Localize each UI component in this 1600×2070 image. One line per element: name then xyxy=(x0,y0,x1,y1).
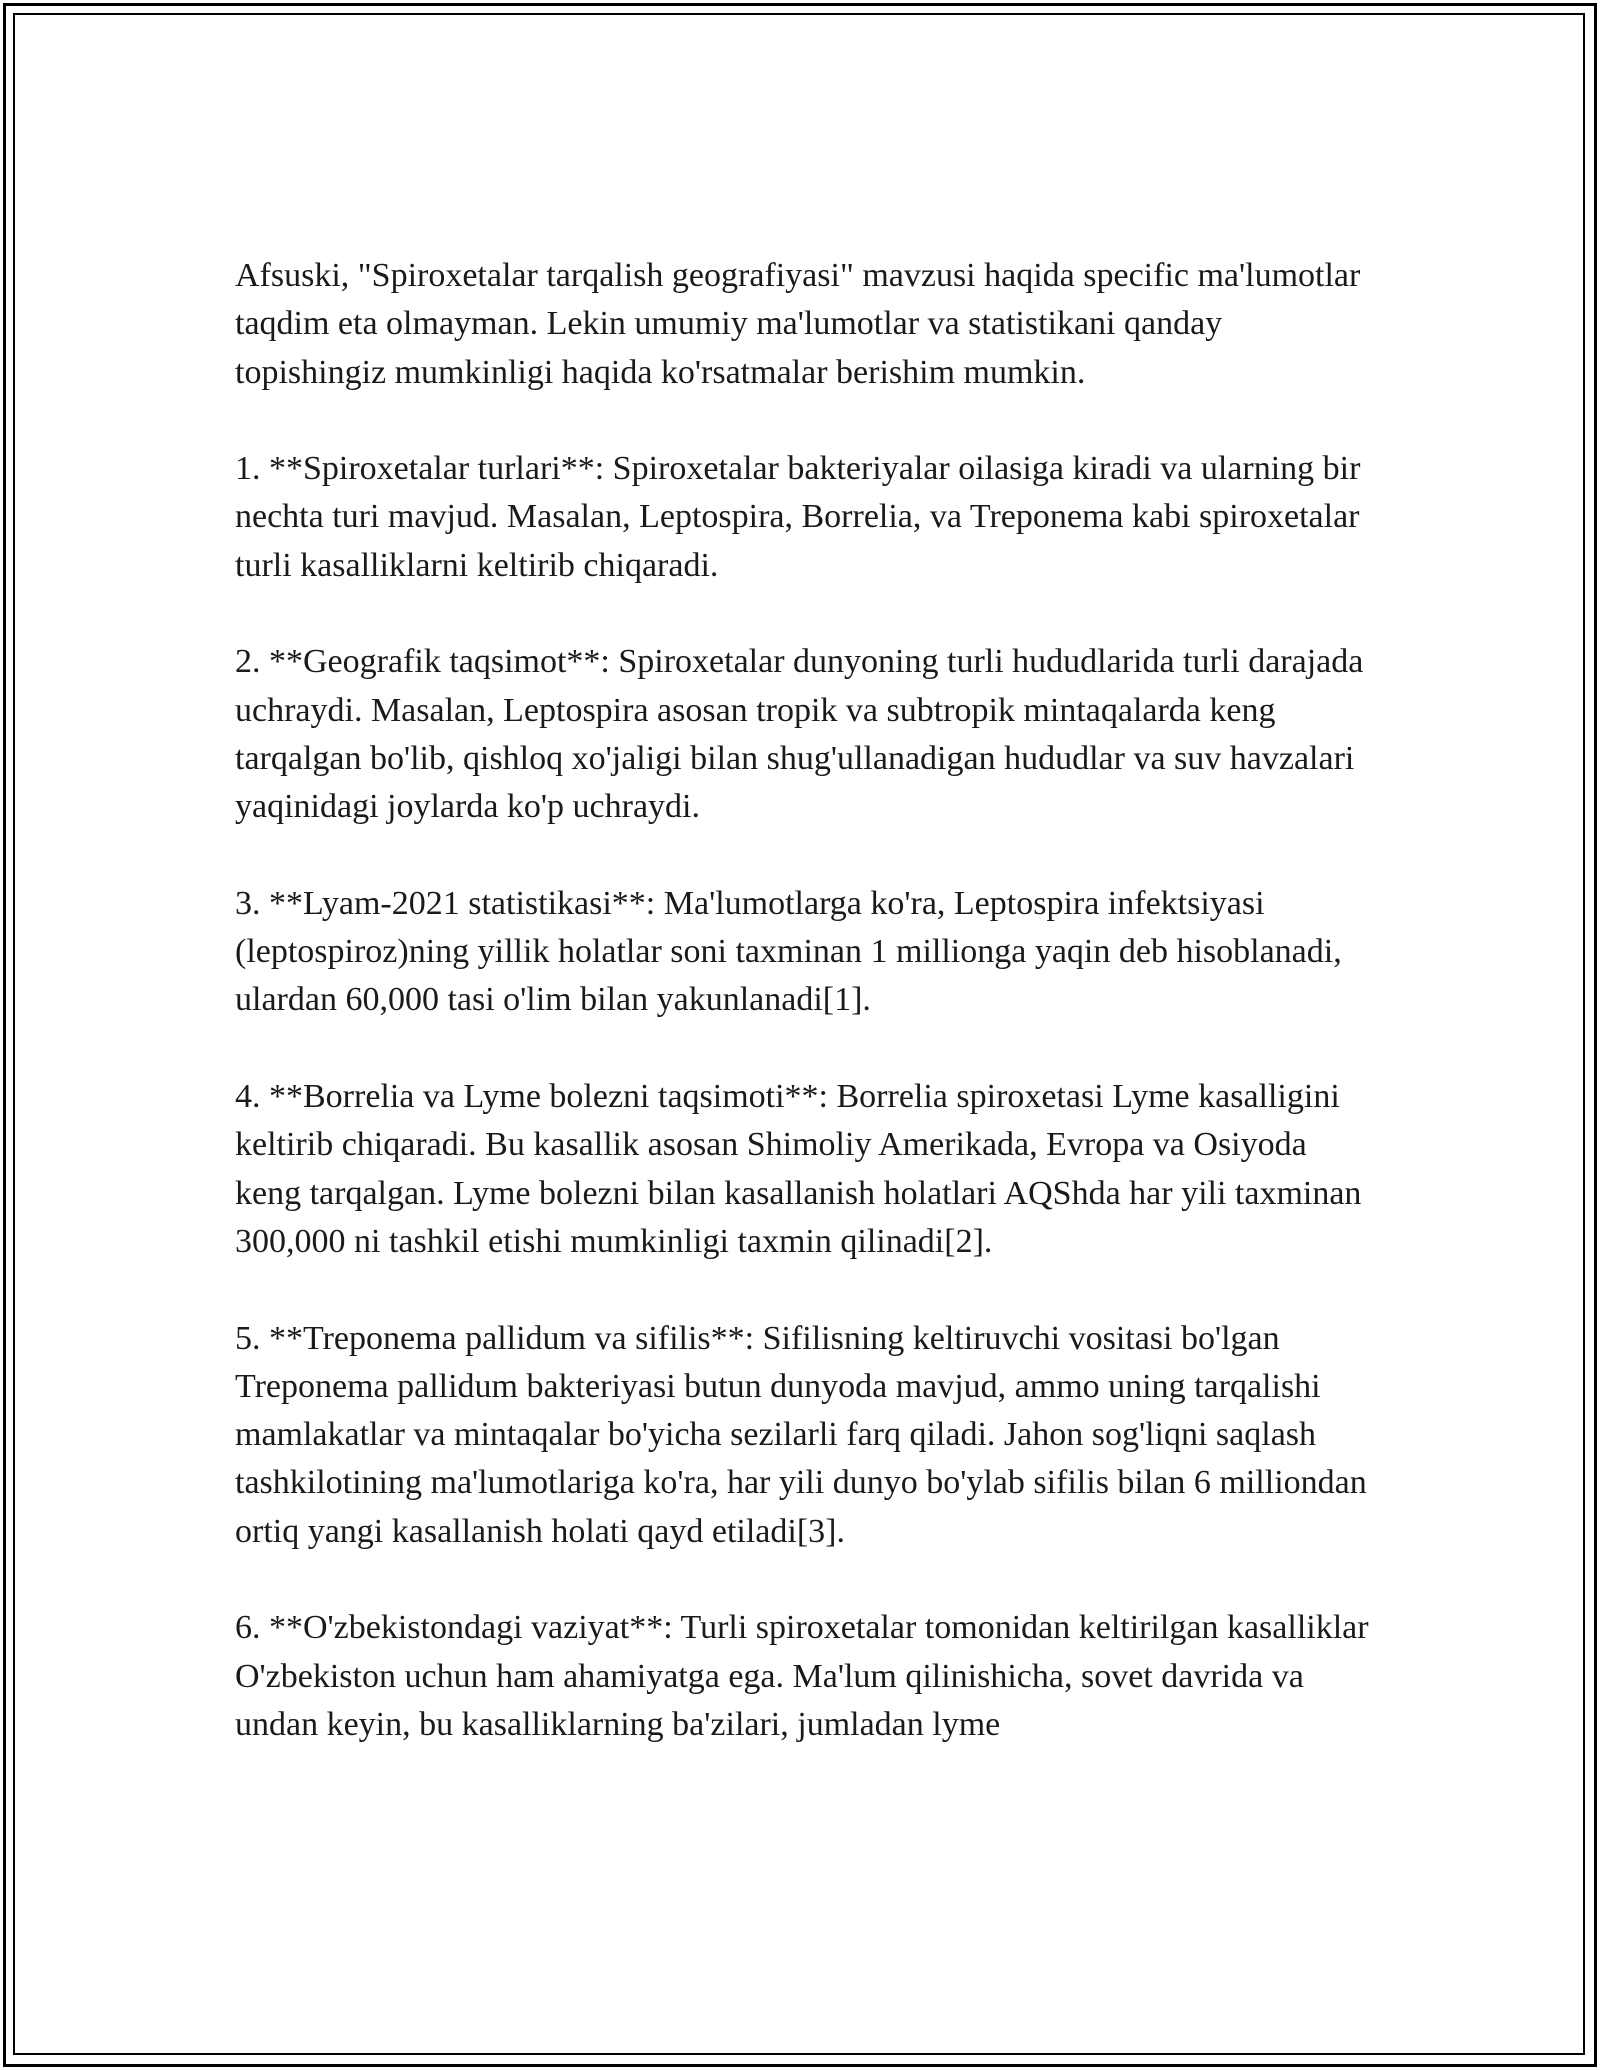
paragraph-leptospirosis-statistics: 3. **Lyam-2021 statistikasi**: Ma'lumotlarga ko'ra, Leptospira infektsiyasi (leptospiroz)ning yillik holatlar soni taxminan 1 millionga yaqin deb hisoblanadi, ulardan 60,000 tasi o'lim bilan yakunlanadi[1]. xyxy=(235,884,1342,1019)
paragraph-spirochete-types: 1. **Spiroxetalar turlari**: Spiroxetalar bakteriyalar oilasiga kiradi va ularning bir nechta turi mavjud. Masalan, Leptospira, Borrelia, va Treponema kabi spiroxetalar turli kasalliklarni keltirib chiqaradi. xyxy=(235,450,1361,584)
paragraph-uzbekistan-situation: 6. **O'zbekistondagi vaziyat**: Turli spiroxetalar tomonidan keltirilgan kasalliklar O'zbekiston uchun ham ahamiyatga ega. Ma'lum qilinishicha, sovet davrida va undan keyin, bu kasalliklarning ba'zilari, jumladan lyme xyxy=(235,1609,1369,1743)
paragraph-borrelia-lyme: 4. **Borrelia va Lyme bolezni taqsimoti**: Borrelia spiroxetasi Lyme kasalligini keltirib chiqaradi. Bu kasallik asosan Shimoliy Amerikada, Evropa va Osiyoda keng tarqalgan. Lyme bolezni bilan kasallanish holatlari AQShda har yili taxminan 300,000 ni tashkil etishi mumkinligi taxmin qilinadi[2]. xyxy=(235,1078,1362,1260)
paragraph-geographic-distribution: 2. **Geografik taqsimot**: Spiroxetalar dunyoning turli hududlarida turli darajada uchraydi. Masalan, Leptospira asosan tropik va subtropik mintaqalarda keng tarqalgan bo'lib, qishloq xo'jaligi bilan shug'ullanadigan hududlar va suv havzalari yaqinidagi joylarda ko'p uchraydi. xyxy=(235,643,1364,826)
document-body xyxy=(235,252,1375,1798)
paragraph-treponema-syphilis: 5. **Treponema pallidum va sifilis**: Sifilisning keltiruvchi vositasi bo'lgan Treponema pallidum bakteriyasi butun dunyoda mavjud, ammo uning tarqalishi mamlakatlar va mintaqalar bo'yicha sezilarli farq qiladi. Jahon sog'liqni saqlash tashkilotining ma'lumotlariga ko'ra, har yili dunyo bo'ylab sifilis bilan 6 milliondan ortiq yangi kasallanish holati qayd etiladi[3]. xyxy=(235,1319,1367,1550)
intro-paragraph: Afsuski, "Spiroxetalar tarqalish geografiyasi" mavzusi haqida specific ma'lumotlar taqdim eta olmayman. Lekin umumiy ma'lumotlar va statistikani qanday topishingiz mumkinligi haqida ko'rsatmalar berishim mumkin. xyxy=(235,257,1361,391)
